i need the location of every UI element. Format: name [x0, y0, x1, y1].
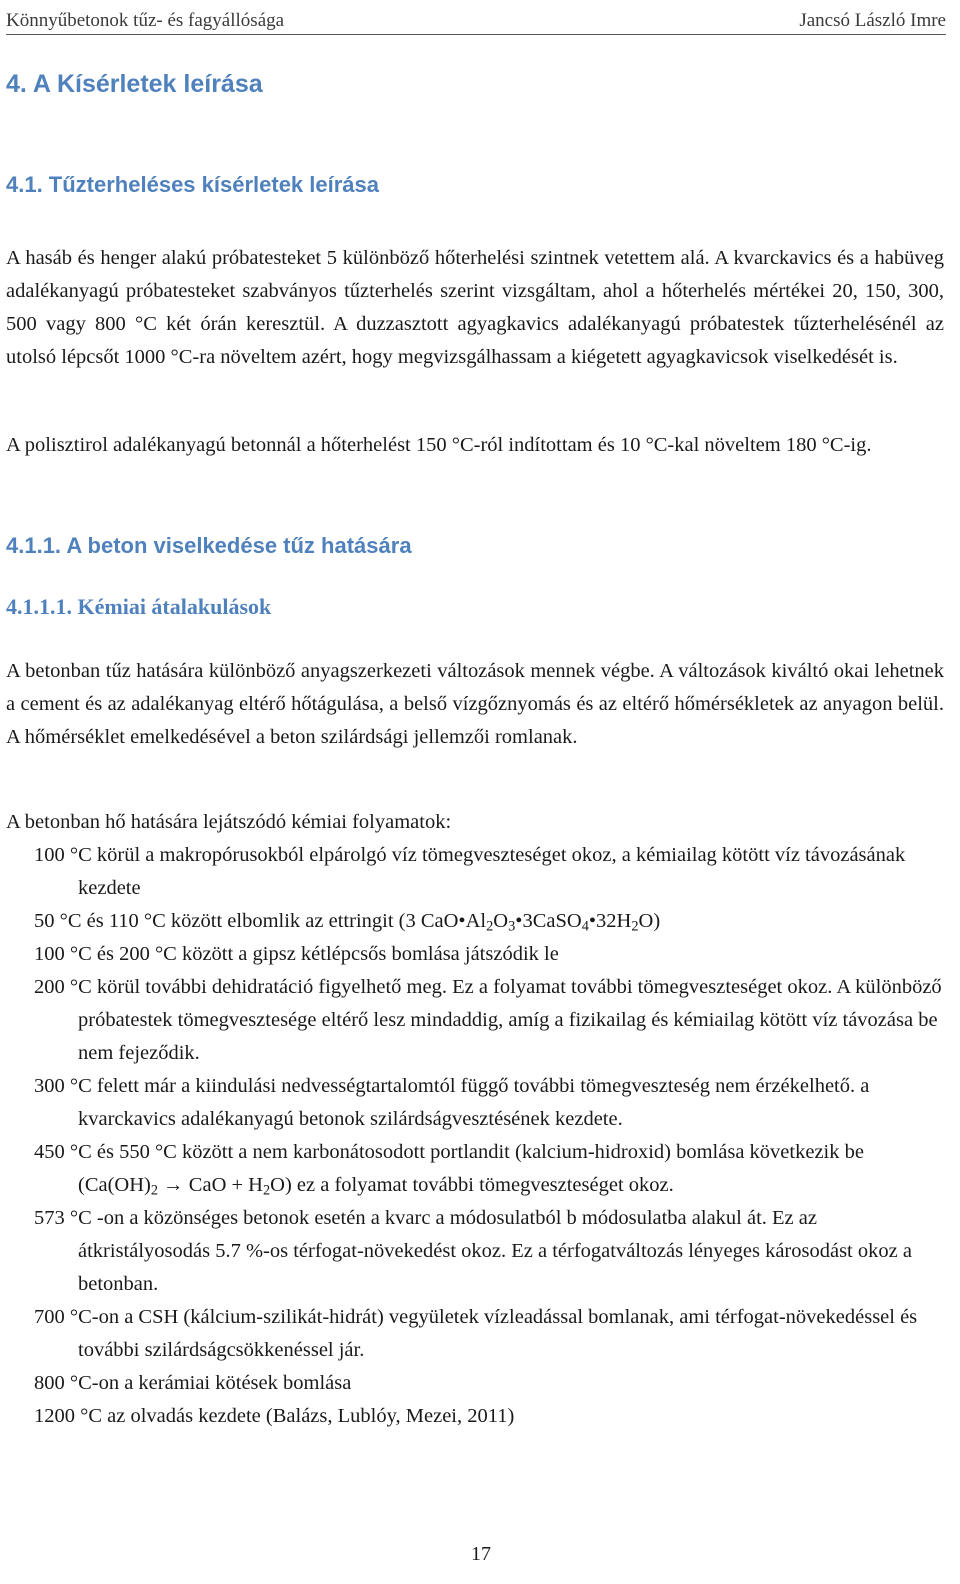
list-item: 573 °C -on a közönséges betonok esetén a kvarc a módosulatból b módosulatba alakul át. Ez az átkristályosodás 5.7 %-os térfogat-növekedést okoz. Ez a térfogatváltozás lényeges károsodást okoz a betonban.: [34, 1207, 912, 1295]
process-list: [34, 839, 949, 1433]
paragraph-list-intro: A betonban hő hatására lejátszódó kémiai folyamatok:: [6, 811, 452, 833]
list-item: 300 °C felett már a kiindulási nedvességtartalomtól függő további tömegveszteség nem érzékelhető. a kvarckavics adalékanyagú betonok szilárdságvesztésének kezdete.: [34, 1075, 870, 1130]
list-item: 450 °C és 550 °C között a nem karbonátosodott portlandit (kalcium-hidroxid) bomlása következik be ($Ca(OH)_2$ → CaO + $H_2O$) ez a folyamat további tömegveszteséget okoz.: [34, 1141, 864, 1199]
header-author: Jancsó László Imre: [799, 10, 946, 31]
paragraph-polystyrene: A polisztirol adalékanyagú betonnál a hőterhelést 150 °C-ról indítottam és 10 °C-kal növeltem 180 °C-ig.: [6, 434, 872, 456]
header-divider: [6, 34, 946, 35]
list-item: 200 °C körül további dehidratáció figyelhető meg. Ez a folyamat további tömegveszteséget okoz. A különböző próbatestek tömegvesztesége eltérő lesz mindaddig, amíg a fizikailag és kémiailag kötött víz távozása be nem fejeződik.: [34, 976, 942, 1064]
paragraph-intro: A hasáb és henger alakú próbatesteket 5 különböző hőterhelési szintnek vetettem alá. A kvarckavics és a habüveg adalékanyagú próbatesteket szabványos tűzterhelés szerint vizsgáltam, ahol a hőterhelés mértékei 20, 150, 300, 500 vagy 800 °C két órán keresztül. A duzzasztott agyagkavics adalékanyagú próbatestek tűzterhelésénél az utolsó lépcsőt 1000 °C-ra növeltem azért, hogy megvizsgálhassam a kiégetett agyagkavicsok viselkedését is.: [6, 247, 944, 368]
paragraph-changes: A betonban tűz hatására különböző anyagszerkezeti változások mennek végbe. A változások kiváltó okai lehetnek a cement és az adalékanyag eltérő hőtágulása, a belső vízgőznyomás és az eltérő hőmérsékletek az anyagon belül. A hőmérséklet emelkedésével a beton szilárdsági jellemzői romlanak.: [6, 660, 944, 748]
chapter-heading: 4. A Kísérletek leírása: [6, 70, 263, 98]
list-item: 100 °C körül a makropórusokból elpárolgó víz tömegveszteséget okoz, a kémiailag kötött víz távozásának kezdete: [34, 844, 906, 899]
subsection-heading: 4.1.1. A beton viselkedése tűz hatására: [6, 533, 412, 558]
header-title: Könnyűbetonok tűz- és fagyállósága: [6, 10, 285, 31]
section-heading: 4.1. Tűzterheléses kísérletek leírása: [6, 172, 380, 197]
list-item: 800 °C-on a kerámiai kötések bomlása: [34, 1372, 352, 1394]
subsubsection-heading: 4.1.1.1. Kémiai átalakulások: [6, 594, 272, 619]
running-header: [6, 2, 946, 32]
list-item: 50 °C és 110 °C között elbomlik az ettringit (3 $CaO•Al_2O_3•3CaSO_4•32H_2O$): [34, 910, 661, 935]
list-item: 700 °C-on a CSH (kálcium-szilikát-hidrát) vegyületek vízleadással bomlanak, ami térfogat-növekedéssel és további szilárdságcsökkenéssel jár.: [34, 1306, 918, 1361]
page-number: 17: [471, 1543, 491, 1565]
list-item: 1200 °C az olvadás kezdete (Balázs, Lublóy, Mezei, 2011): [34, 1405, 515, 1427]
list-item: 100 °C és 200 °C között a gipsz kétlépcsős bomlása játszódik le: [34, 943, 559, 965]
